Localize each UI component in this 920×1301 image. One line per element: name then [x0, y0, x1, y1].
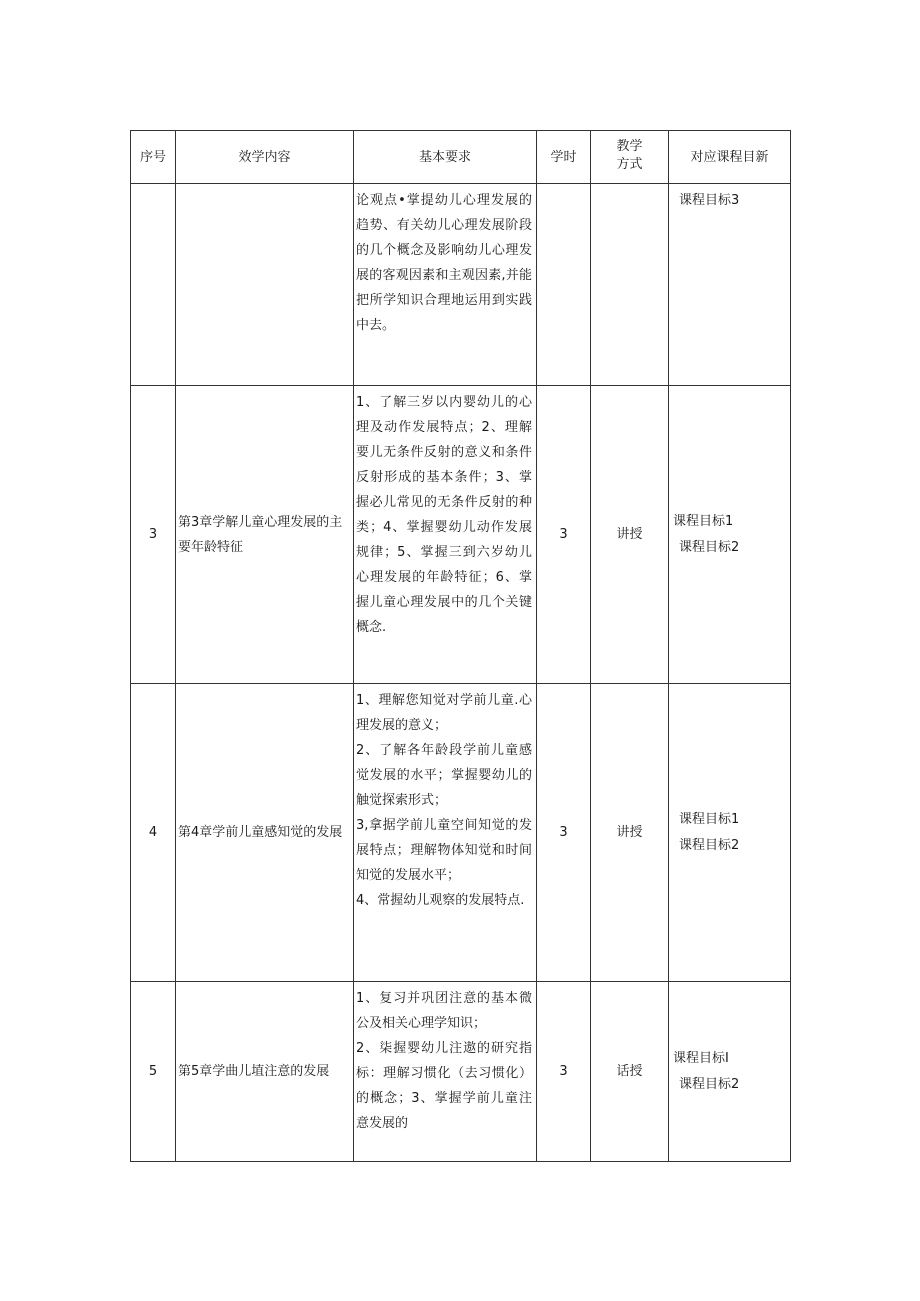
row-goals: [669, 386, 791, 684]
header-content: 效学内容: [176, 131, 354, 184]
header-requirements: 基本要求: [354, 131, 537, 184]
header-index: 序号: [131, 131, 176, 184]
row-index: 5: [131, 982, 176, 1162]
row-method: 讲授: [591, 386, 669, 684]
table-header-row: [131, 131, 791, 184]
row-content: 第4章学前儿童感知觉的发展: [176, 684, 354, 982]
row-hours: [537, 184, 591, 386]
row-requirements: 1、了解三岁以内婴幼儿的心理及动作发展特点；2、理解要儿无条件反射的意义和条件反射形成的基本条件；3、掌握必儿常见的无条件反射的种类；4、掌握婴幼儿动作发展规律；5、掌握三到六岁幼儿心理发展的年龄特征；6、掌握儿童心理发展中的几个关键概念.: [354, 386, 537, 684]
row-method: 话授: [591, 982, 669, 1162]
row-goals: [669, 184, 791, 386]
goal-item: 课程目标3: [679, 193, 740, 208]
row-hours: 3: [537, 684, 591, 982]
syllabus-table: [130, 130, 791, 1162]
table-row: [131, 982, 791, 1162]
table-row: [131, 184, 791, 386]
row-content: 第3章学解儿童心理发展的主要年龄特征: [176, 386, 354, 684]
row-requirements: 1、复习并巩团注意的基本微公及相关心理学知识； 2、柒握婴幼儿注遨的研究指标：理解习惯化（去习惯化）的概念；3、掌握学前儿童注意发展的: [354, 982, 537, 1162]
row-index: [131, 184, 176, 386]
row-index: 3: [131, 386, 176, 684]
row-content: [176, 184, 354, 386]
row-content: 第5章学曲儿埴注意的发展: [176, 982, 354, 1162]
goal-item: 课程目标1: [679, 811, 740, 827]
table-row: [131, 684, 791, 982]
row-method: 讲授: [591, 684, 669, 982]
row-requirements: 论观点•掌提幼儿心理发展的趋势、有关幼儿心理发展阶段的几个概念及影响幼儿心理发展的客观因素和主观因素,并能把所学知识合理地运用到实践中去。: [354, 184, 537, 386]
goal-item: 课程目标2: [679, 837, 740, 853]
header-method: [591, 131, 669, 184]
goal-item: 课程目标2: [679, 1076, 740, 1092]
row-hours: 3: [537, 386, 591, 684]
goal-item: 课程目标2: [679, 539, 740, 555]
header-goals: 对应课程目新: [669, 131, 791, 184]
goal-item: 课程目标1: [673, 513, 734, 529]
row-goals: [669, 982, 791, 1162]
row-method: [591, 184, 669, 386]
row-hours: 3: [537, 982, 591, 1162]
row-goals: [669, 684, 791, 982]
table-row: [131, 386, 791, 684]
row-requirements: 1、理解您知觉对学前儿童.心理发展的意义； 2、了解各年龄段学前儿童感觉发展的水平；掌握婴幼儿的触觉探索形式； 3,拿据学前儿童空间知觉的发展特点；理解物体知觉和时间知觉的发展水平； 4、常握幼儿观察的发展特点.: [354, 684, 537, 982]
goal-item: 课程目标I: [673, 1050, 729, 1066]
row-index: 4: [131, 684, 176, 982]
header-method-label: 教学 方式: [616, 138, 643, 172]
header-hours: 学时: [537, 131, 591, 184]
